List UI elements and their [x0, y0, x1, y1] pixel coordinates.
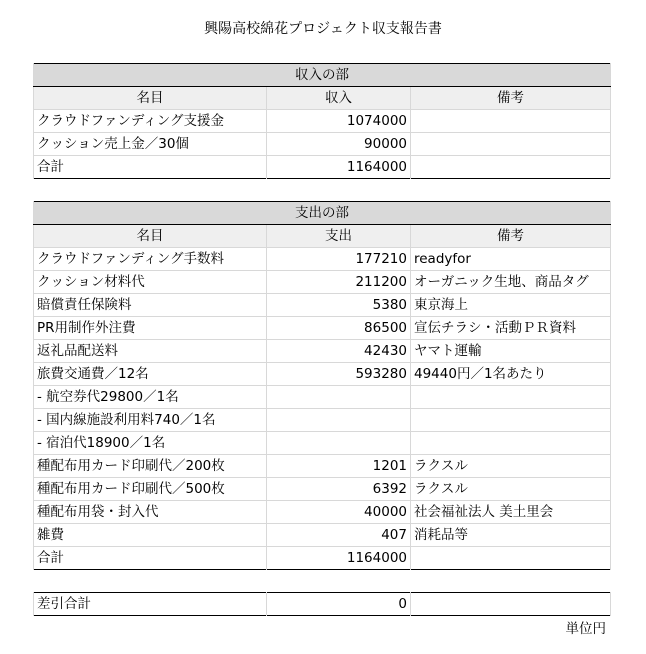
cell-name[interactable]: 種配布用カード印刷代／500枚	[34, 478, 267, 501]
cell-amount[interactable]: 211200	[267, 271, 411, 294]
cell-amount[interactable]: 40000	[267, 501, 411, 524]
cell-note[interactable]: 消耗品等	[411, 524, 611, 547]
cell-amount[interactable]: 1201	[267, 455, 411, 478]
cell-name[interactable]: - 宿泊代18900／1名	[34, 432, 267, 455]
cell-note[interactable]: ヤマト運輸	[411, 340, 611, 363]
cell-note[interactable]	[411, 110, 611, 133]
cell-amount[interactable]: 90000	[267, 133, 411, 156]
table-row	[34, 294, 611, 317]
column-header-expense[interactable]: 支出	[267, 225, 411, 248]
table-row	[34, 110, 611, 133]
cell-amount[interactable]	[267, 386, 411, 409]
cell-name[interactable]: 種配布用袋・封入代	[34, 501, 267, 524]
table-row	[34, 409, 611, 432]
cell-total-label[interactable]: 合計	[34, 156, 267, 179]
expense-section-header-row	[34, 202, 611, 225]
cell-name[interactable]: クッション材料代	[34, 271, 267, 294]
cell-name[interactable]: PR用制作外注費	[34, 317, 267, 340]
table-row	[34, 478, 611, 501]
table-row	[34, 524, 611, 547]
table-row	[34, 501, 611, 524]
cell-name[interactable]: 雑費	[34, 524, 267, 547]
cell-amount[interactable]: 407	[267, 524, 411, 547]
cell-note[interactable]: 東京海上	[411, 294, 611, 317]
cell-total-note[interactable]	[411, 547, 611, 570]
cell-name[interactable]: - 航空券代29800／1名	[34, 386, 267, 409]
income-section-label[interactable]: 収入の部	[34, 64, 611, 87]
cell-amount[interactable]: 593280	[267, 363, 411, 386]
cell-note[interactable]: オーガニック生地、商品タグ	[411, 271, 611, 294]
cell-note[interactable]: 49440円／1名あたり	[411, 363, 611, 386]
cell-total-note[interactable]	[411, 156, 611, 179]
cell-name[interactable]: クラウドファンディング支援金	[34, 110, 267, 133]
cell-note[interactable]	[411, 133, 611, 156]
expense-table	[33, 201, 611, 570]
column-header-note[interactable]: 備考	[411, 87, 611, 110]
table-row	[34, 432, 611, 455]
cell-total-amount[interactable]: 1164000	[267, 156, 411, 179]
cell-difference-label[interactable]: 差引合計	[34, 593, 267, 616]
table-row	[34, 271, 611, 294]
cell-name[interactable]: - 国内線施設利用料740／1名	[34, 409, 267, 432]
cell-amount[interactable]	[267, 432, 411, 455]
cell-amount[interactable]: 177210	[267, 248, 411, 271]
table-row	[34, 248, 611, 271]
cell-name[interactable]: 種配布用カード印刷代／200枚	[34, 455, 267, 478]
income-section-header-row	[34, 64, 611, 87]
cell-name[interactable]: 返礼品配送料	[34, 340, 267, 363]
unit-label: 単位円	[565, 621, 606, 637]
income-total-row	[34, 156, 611, 179]
column-header-name[interactable]: 名目	[34, 225, 267, 248]
cell-amount[interactable]	[267, 409, 411, 432]
cell-note[interactable]: readyfor	[411, 248, 611, 271]
cell-note[interactable]	[411, 386, 611, 409]
cell-note[interactable]: 社会福祉法人 美土里会	[411, 501, 611, 524]
table-row	[34, 455, 611, 478]
cell-note[interactable]: 宣伝チラシ・活動ＰＲ資料	[411, 317, 611, 340]
column-header-name[interactable]: 名目	[34, 87, 267, 110]
cell-note[interactable]	[411, 409, 611, 432]
income-table	[33, 63, 611, 179]
cell-name[interactable]: 賠償責任保険料	[34, 294, 267, 317]
cell-amount[interactable]: 42430	[267, 340, 411, 363]
income-column-header-row	[34, 87, 611, 110]
table-row	[34, 133, 611, 156]
table-row	[34, 340, 611, 363]
cell-amount[interactable]: 5380	[267, 294, 411, 317]
difference-row	[34, 593, 611, 616]
cell-total-amount[interactable]: 1164000	[267, 547, 411, 570]
cell-name[interactable]: クッション売上金／30個	[34, 133, 267, 156]
report-title: 興陽高校綿花プロジェクト収支報告書	[204, 21, 442, 37]
column-header-note[interactable]: 備考	[411, 225, 611, 248]
column-header-income[interactable]: 収入	[267, 87, 411, 110]
cell-note[interactable]	[411, 432, 611, 455]
cell-amount[interactable]: 86500	[267, 317, 411, 340]
difference-table	[33, 592, 611, 616]
table-row	[34, 363, 611, 386]
expense-column-header-row	[34, 225, 611, 248]
cell-amount[interactable]: 1074000	[267, 110, 411, 133]
expense-section-label[interactable]: 支出の部	[34, 202, 611, 225]
cell-name[interactable]: 旅費交通費／12名	[34, 363, 267, 386]
table-row	[34, 386, 611, 409]
cell-amount[interactable]: 6392	[267, 478, 411, 501]
cell-difference-note[interactable]	[411, 593, 611, 616]
expense-total-row	[34, 547, 611, 570]
cell-difference-amount[interactable]: 0	[267, 593, 411, 616]
table-row	[34, 317, 611, 340]
cell-total-label[interactable]: 合計	[34, 547, 267, 570]
cell-name[interactable]: クラウドファンディング手数料	[34, 248, 267, 271]
cell-note[interactable]: ラクスル	[411, 455, 611, 478]
cell-note[interactable]: ラクスル	[411, 478, 611, 501]
